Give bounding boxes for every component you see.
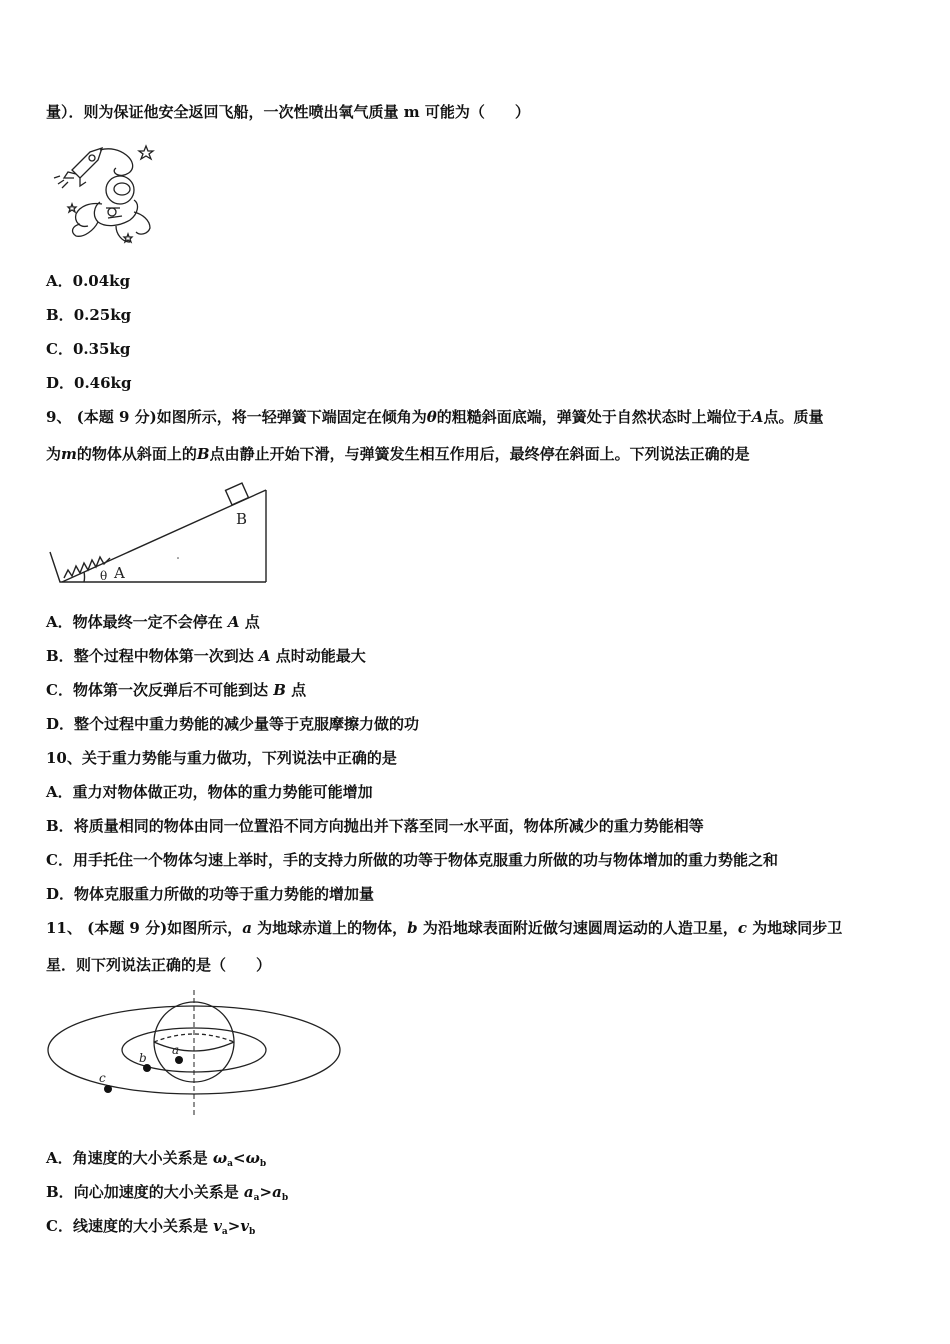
q10-option-d-text: 物体克服重力所做的功等于重力势能的增加量 (74, 885, 375, 903)
q9-point-a: A (751, 408, 764, 426)
q9-option-c-label: C． (46, 681, 73, 699)
q9-option-b-label: B． (46, 647, 74, 665)
q8-option-c-label: C． (46, 340, 73, 358)
q9-option-c-var: B (273, 681, 286, 699)
block-b (226, 483, 249, 505)
q9-option-a-text: 物体最终一定不会停在 (72, 613, 228, 631)
q9-option-a-var: A (227, 613, 240, 631)
q11-option-b-s1: a (253, 1193, 260, 1203)
q8-option-a (46, 271, 130, 291)
q11-option-b-v2: a (272, 1183, 282, 1201)
label-a: a (172, 1043, 180, 1057)
q11-text-part: 如图所示， (167, 919, 243, 937)
satellite-b-dot (143, 1064, 151, 1072)
q8-option-d-text: 0.46kg (74, 374, 132, 392)
q11-option-c (46, 1216, 255, 1242)
q11-stem-line1 (46, 918, 842, 938)
satellite-c-dot (104, 1085, 112, 1093)
q9-option-b (46, 646, 366, 666)
q9-option-c (46, 680, 306, 700)
astronaut-illustration (50, 142, 160, 250)
q11-score: (本题 9 分) (87, 919, 168, 937)
q9-option-a (46, 612, 260, 632)
q8-option-a-label: A． (46, 272, 73, 290)
q8-option-a-text: 0.04kg (72, 272, 131, 290)
q11-option-b-v1: a (243, 1183, 254, 1201)
q8-stem-tail: 量）．则为保证他安全返回飞船，一次性喷出氧气质量 m 可能为（ ） (46, 103, 530, 121)
q8-option-d-label: D． (46, 374, 75, 392)
q11-option-b-text: 向心加速度的大小关系是 (73, 1183, 244, 1201)
q10-option-b-label: B． (46, 817, 74, 835)
q9-score: (本题 9 分) (76, 408, 157, 426)
q11-option-b-label: B． (46, 1183, 74, 1201)
q10-option-d-label: D． (46, 885, 75, 903)
q9-stem-line1 (46, 407, 823, 427)
q10-option-b-text: 将质量相同的物体由同一位置沿不同方向抛出并下落至同一水平面，物体所减少的重力势能相等 (73, 817, 704, 835)
q11-option-b-s2: b (281, 1193, 289, 1203)
q11-var-b: b (407, 919, 418, 937)
q11-option-a-text: 角速度的大小关系是 (72, 1149, 213, 1167)
q11-option-a (46, 1148, 266, 1174)
q10-option-b (46, 816, 704, 836)
q10-option-c (46, 850, 778, 870)
q11-option-a-v2: ω (245, 1149, 260, 1167)
q11-option-a-label: A． (46, 1149, 73, 1167)
q11-text-part: 为地球同步卫 (747, 919, 843, 937)
label-b: b (139, 1051, 147, 1065)
q11-text-part: 为地球赤道上的物体， (251, 919, 408, 937)
q9-option-d-label: D． (46, 715, 75, 733)
q11-option-b-rel: > (259, 1183, 273, 1201)
q9-text-part: 的物体从斜面上的 (76, 445, 197, 463)
q11-option-c-rel: > (227, 1217, 241, 1235)
q9-number: 9、 (46, 408, 72, 426)
q11-option-c-text: 线速度的大小关系是 (72, 1217, 214, 1235)
label-a: A (114, 564, 125, 582)
q8-option-b-text: 0.25kg (73, 306, 132, 324)
q9-text-part: 点由静止开始下滑，与弹簧发生相互作用后，最终停在斜面上。下列说法正确的是 (209, 445, 750, 463)
q11-option-c-s1: a (221, 1227, 228, 1237)
q9-mass: m (61, 445, 77, 463)
q11-option-c-s2: b (249, 1227, 256, 1237)
q10-option-a-label: A． (46, 783, 73, 801)
label-theta: θ (100, 569, 108, 583)
q11-option-a-rel: < (233, 1149, 246, 1167)
q9-text-part: 的粗糙斜面底端，弹簧处于自然状态时上端位于 (436, 408, 752, 426)
q8-option-b-label: B． (46, 306, 74, 324)
q11-option-a-s1: a (227, 1159, 234, 1169)
q11-option-c-label: C． (46, 1217, 73, 1235)
q11-option-a-s2: b (259, 1159, 267, 1169)
object-a-dot (175, 1056, 183, 1064)
q8-option-c (46, 339, 130, 359)
q11-var-a: a (242, 919, 252, 937)
q9-text-part: 如图所示，将一轻弹簧下端固定在倾角为 (156, 408, 427, 426)
q10-option-c-label: C． (46, 851, 73, 869)
q11-option-b (46, 1182, 288, 1208)
q11-option-a-v1: ω (212, 1149, 228, 1167)
q9-point-b: B (196, 445, 210, 463)
q11-stem-line2: 星．则下列说法正确的是（ ） (46, 956, 272, 974)
q10-option-c-text: 用手托住一个物体匀速上举时，手的支持力所做的功等于物体克服重力所做的功与物体增加的重力势能之和 (72, 851, 778, 869)
q9-text-part: 为 (46, 445, 62, 463)
q9-option-a-post: 点 (239, 613, 260, 631)
wall-end (50, 552, 62, 582)
q10-stem: 10、关于重力势能与重力做功，下列说法中正确的是 (46, 749, 397, 767)
q11-text-part: 为沿地球表面附近做匀速圆周运动的人造卫星， (417, 919, 738, 937)
q11-option-c-v2: v (240, 1217, 250, 1235)
q9-option-b-text: 整个过程中物体第一次到达 (73, 647, 259, 665)
q9-stem-line2 (46, 444, 750, 464)
q9-option-c-post: 点 (285, 681, 307, 699)
incline-spring-figure (44, 478, 274, 590)
q9-option-d-text: 整个过程中重力势能的减少量等于克服摩擦力做的功 (74, 715, 420, 733)
orbit-figure (44, 988, 344, 1120)
q9-option-b-post: 点时动能最大 (270, 647, 366, 665)
label-b: B (236, 510, 248, 528)
q9-text-part: 点。质量 (763, 408, 824, 426)
q9-option-a-label: A． (46, 613, 73, 631)
q8-option-d (46, 373, 131, 393)
q10-option-a (46, 782, 373, 802)
q9-option-b-var: A (258, 647, 271, 665)
q11-var-c: c (737, 919, 748, 937)
q9-theta: θ (426, 408, 437, 426)
q10-option-a-text: 重力对物体做正功，物体的重力势能可能增加 (72, 783, 373, 801)
q11-number: 11、 (46, 919, 82, 937)
q8-option-b (46, 305, 131, 325)
label-c: c (99, 1071, 106, 1085)
q10-option-d (46, 884, 374, 904)
q8-option-c-text: 0.35kg (72, 340, 131, 358)
q11-option-c-v1: v (213, 1217, 222, 1235)
q9-option-c-text: 物体第一次反弹后不可能到达 (72, 681, 274, 699)
q9-option-d (46, 714, 419, 734)
